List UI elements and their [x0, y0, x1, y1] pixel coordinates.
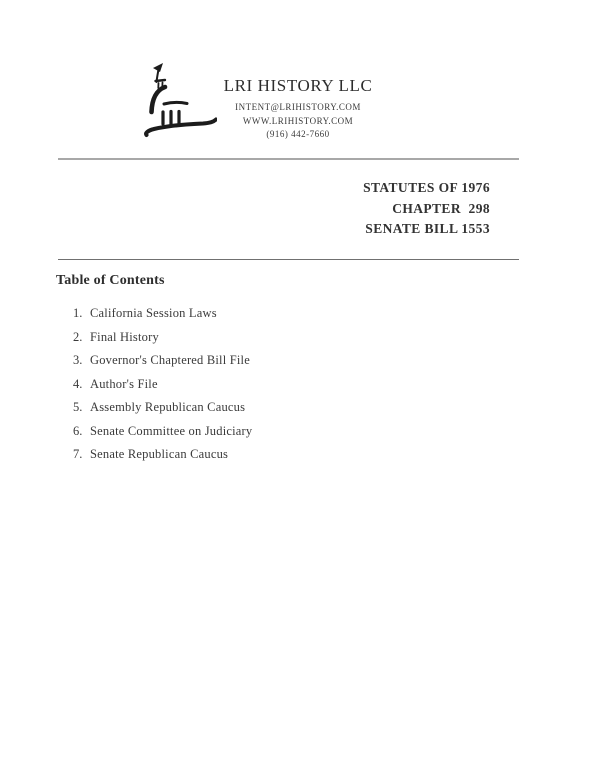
letterhead [203, 76, 393, 142]
toc-item-label: Senate Republican Caucus [90, 447, 229, 461]
toc-item [73, 448, 252, 461]
toc-list [73, 307, 252, 472]
statutes-year-line: STATUTES OF 1976 [363, 180, 490, 195]
toc-item-label: Assembly Republican Caucus [90, 400, 246, 414]
toc-item-label: Governor's Chaptered Bill File [90, 353, 250, 367]
case-header [58, 178, 490, 240]
toc-item [73, 307, 252, 320]
toc-item-number: 1. [73, 306, 83, 320]
contact-block [203, 101, 393, 142]
toc-item [73, 378, 252, 391]
toc-item-number: 6. [73, 423, 83, 438]
senate-bill-line: SENATE BILL 1553 [365, 221, 490, 236]
toc-item-label: California Session Laws [90, 306, 217, 320]
toc-item [73, 425, 252, 438]
email-line: INTENT@LRIHISTORY.COM [235, 102, 361, 112]
toc-item-number: 2. [73, 329, 83, 344]
toc-item-number: 5. [73, 400, 83, 414]
toc-item-label: Senate Committee on Judiciary [90, 423, 253, 438]
company-name: LRI HISTORY LLC [223, 76, 373, 95]
phone-line: (916) 442-7660 [266, 129, 330, 139]
toc-item-label: Author's File [90, 376, 158, 391]
toc-item [73, 401, 252, 414]
toc-item-number: 3. [73, 353, 83, 367]
toc-item-label: Final History [90, 329, 159, 344]
divider-top [58, 158, 519, 160]
toc-item-number: 4. [73, 376, 83, 391]
website-line: WWW.LRIHISTORY.COM [242, 115, 354, 126]
chapter-line: CHAPTER 298 [392, 200, 490, 216]
toc-item-number: 7. [73, 447, 83, 461]
divider-bottom [58, 259, 519, 260]
toc-item [73, 354, 252, 367]
toc-title: Table of Contents [56, 273, 165, 288]
toc-item [73, 331, 252, 344]
